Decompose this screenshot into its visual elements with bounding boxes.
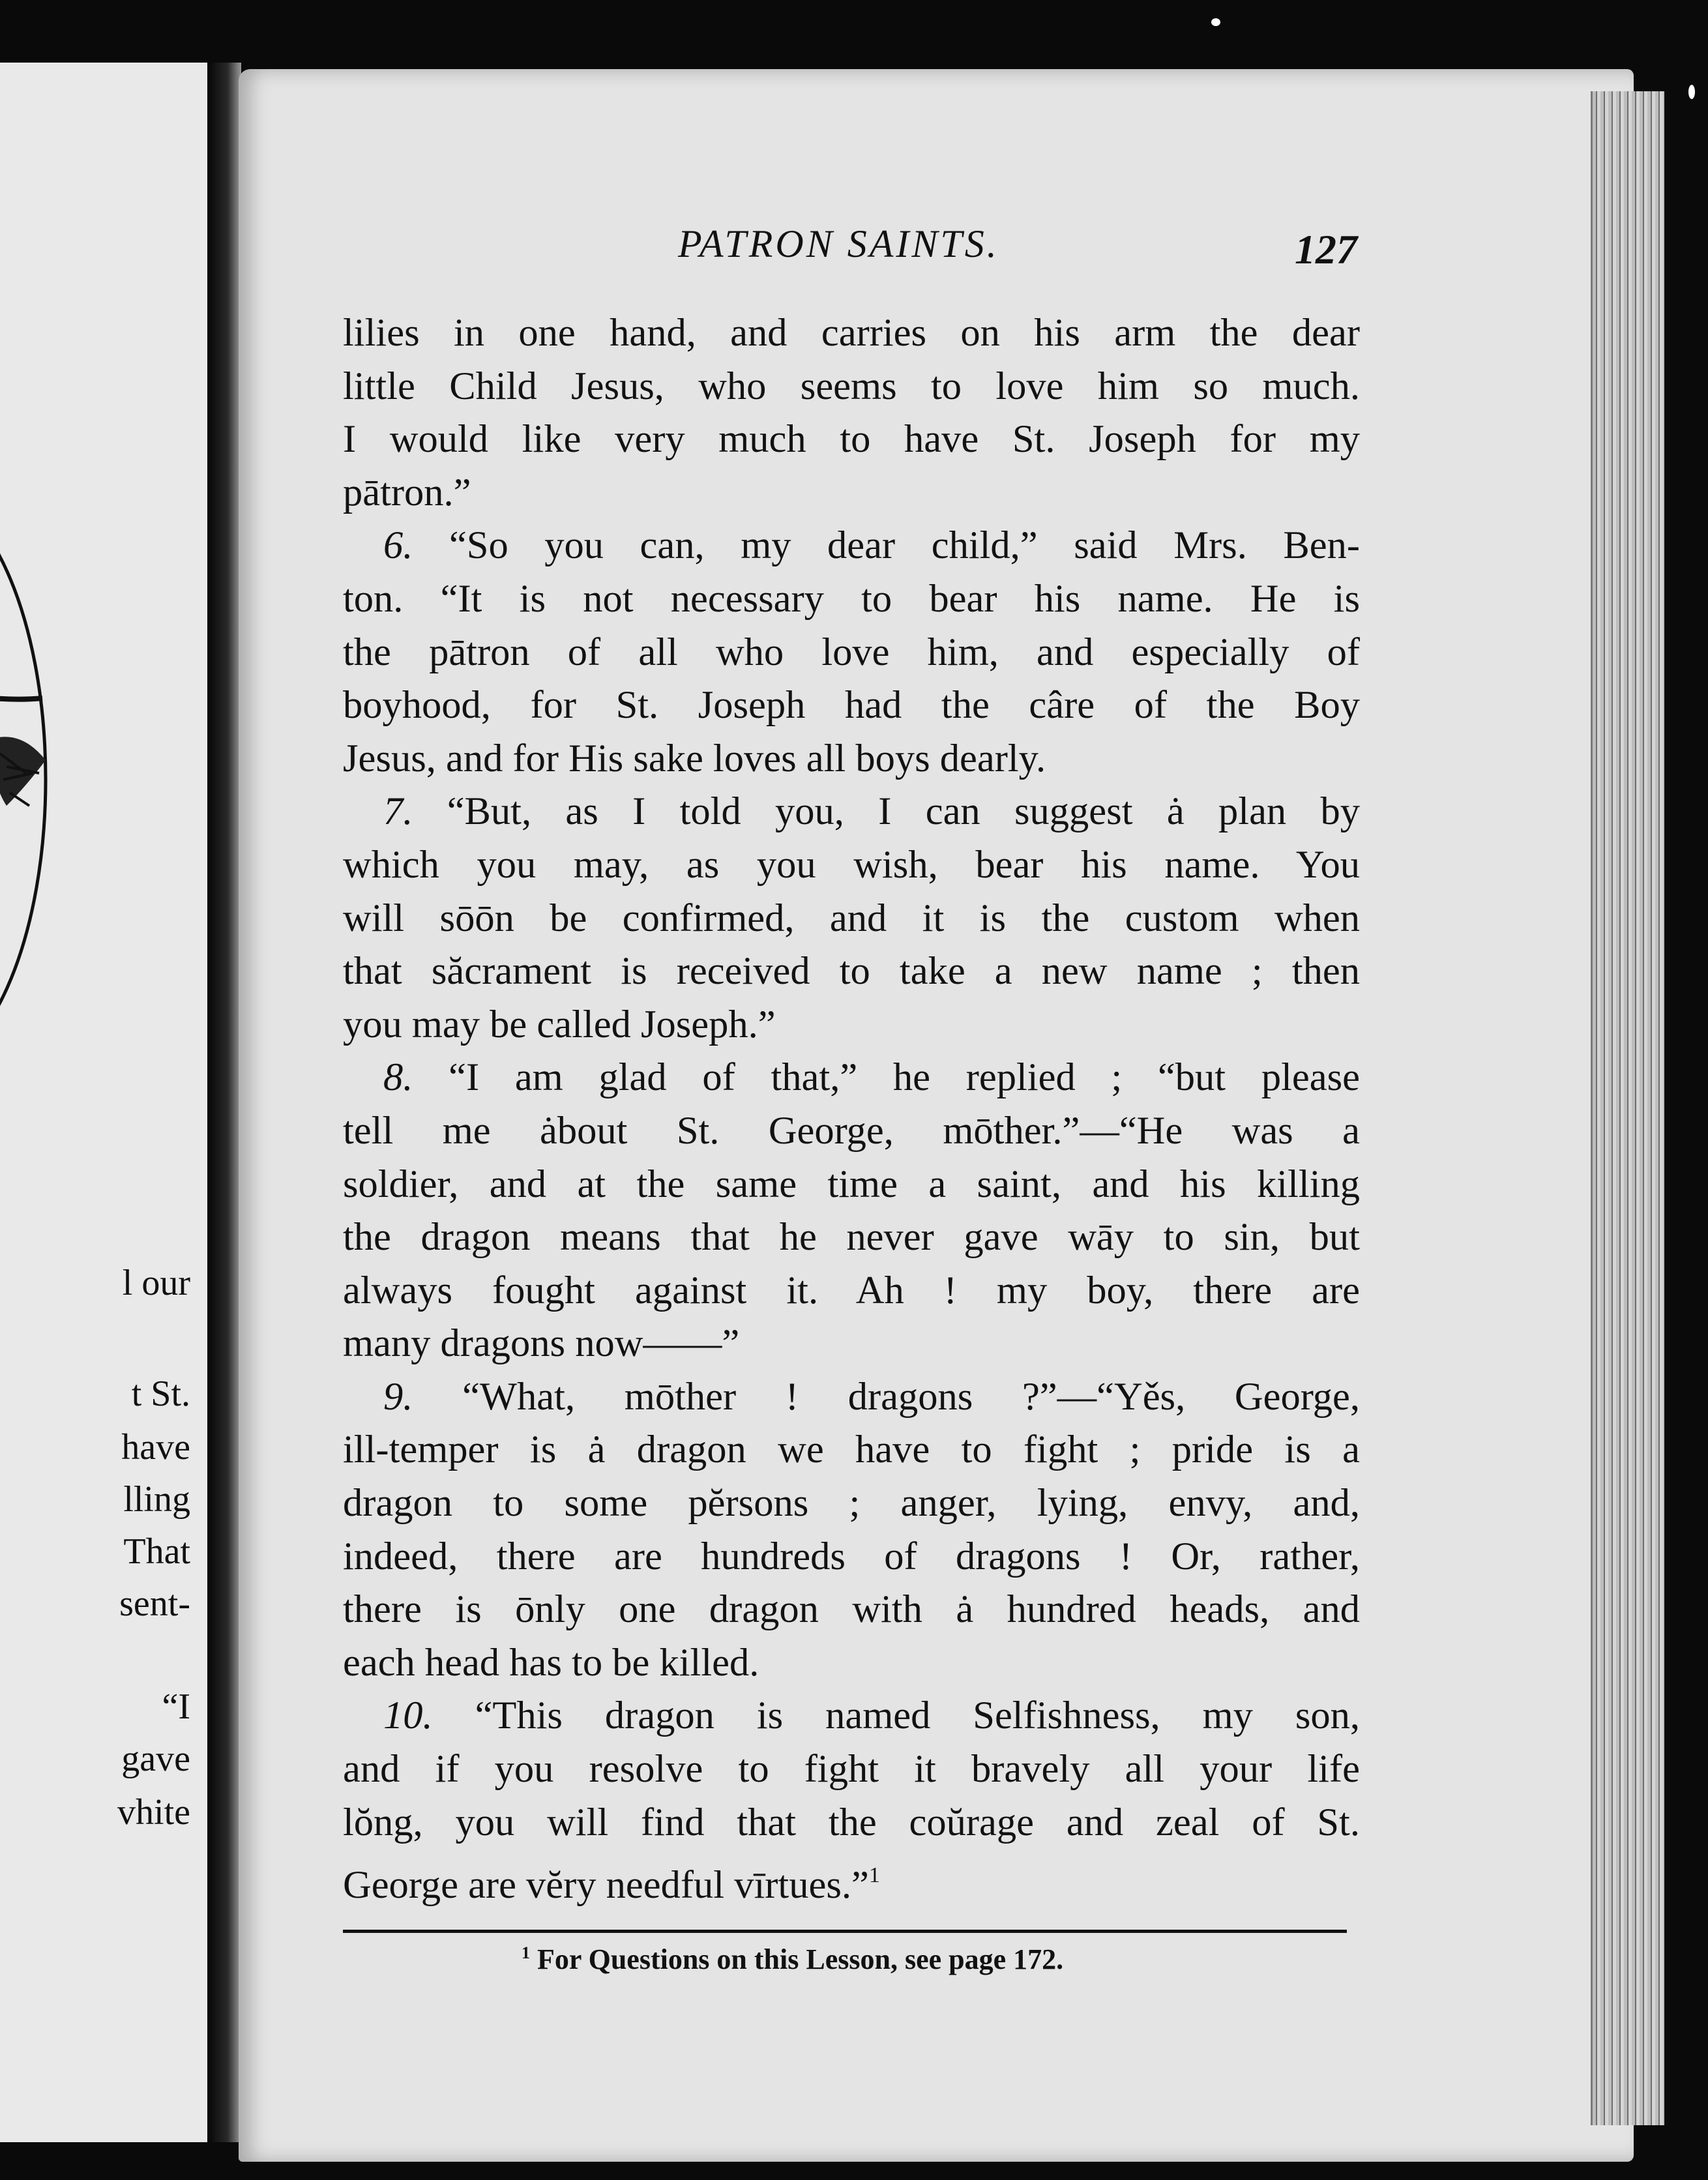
text-line <box>343 945 1360 998</box>
previous-page-text-fragment: have <box>121 1427 190 1467</box>
previous-page <box>0 63 211 2142</box>
line-text: lŏng, you will find that the coŭrage and zeal of St. <box>343 1800 1360 1844</box>
line-text: “But, as I told you, I can suggest ȧ plan by <box>447 789 1360 834</box>
scan-speck <box>1688 85 1695 99</box>
line-text: ton. “It is not necessary to bear his name. He is <box>343 576 1360 621</box>
text-line <box>343 998 1360 1052</box>
line-text: boyhood, for St. Joseph had the câre of the Boy <box>343 683 1360 728</box>
page-edges <box>1591 91 1664 2125</box>
paragraph-number: 6. <box>383 523 413 568</box>
line-text: tell me ȧbout St. George, mōther.”—“He was a <box>343 1108 1360 1153</box>
text-line <box>343 306 1360 360</box>
text-line <box>343 892 1360 945</box>
previous-page-text-fragment: gave <box>121 1739 190 1779</box>
text-line <box>343 1530 1360 1583</box>
previous-page-text-fragment: sent- <box>119 1583 190 1624</box>
text-line <box>343 679 1360 732</box>
line-text: and if you resolve to fight it bravely all your life <box>343 1747 1360 1791</box>
text-line <box>343 466 1360 520</box>
line-text: many dragons now——” <box>343 1321 740 1366</box>
line-text: the dragon means that he never gave wāy to sin, but <box>343 1215 1360 1259</box>
text-line <box>343 1796 1360 1849</box>
text-line <box>343 732 1360 786</box>
text-line <box>343 519 1360 572</box>
line-text: ill-temper is ȧ dragon we have to fight ; pride is a <box>343 1428 1360 1472</box>
line-text: lilies in one hand, and carries on his arm the dear <box>343 311 1360 355</box>
text-line <box>343 1051 1360 1104</box>
line-text: each head has to be killed. <box>343 1640 759 1685</box>
text-line <box>343 1477 1360 1530</box>
previous-page-text-fragment: l our <box>122 1263 190 1303</box>
previous-page-text-fragment: That <box>123 1531 190 1572</box>
text-line <box>343 1743 1360 1796</box>
text-line <box>343 1689 1360 1743</box>
paragraph-number: 8. <box>383 1055 413 1100</box>
engraving-illustration <box>0 480 52 1080</box>
line-text: there is ōnly one dragon with ȧ hundred heads, and <box>343 1587 1360 1632</box>
previous-page-text-fragment: vhite <box>117 1792 190 1833</box>
text-line <box>343 1104 1360 1158</box>
text-line <box>343 1423 1360 1477</box>
line-text: the pātron of all who love him, and especially of <box>343 630 1360 674</box>
paragraph-number: 10. <box>383 1694 433 1738</box>
paragraph-number: 9. <box>383 1374 413 1419</box>
text-line <box>343 1158 1360 1211</box>
previous-page-text-fragment: “I <box>162 1687 190 1727</box>
scan-speck <box>1211 18 1220 26</box>
paragraph-number: 7. <box>383 789 413 834</box>
text-line <box>343 838 1360 892</box>
footnote-marker: 1 <box>522 1943 530 1962</box>
line-text: I would like very much to have St. Joseph for my <box>343 417 1360 462</box>
text-line <box>343 572 1360 626</box>
previous-page-text-fragment: lling <box>123 1479 190 1520</box>
line-text: you may be called Joseph.” <box>343 1002 776 1046</box>
line-text: which you may, as you wish, bear his name. You <box>343 842 1360 887</box>
line-text: George are vĕry needful vīrtues.” <box>343 1863 869 1908</box>
line-text: pātron.” <box>343 470 471 514</box>
text-line <box>343 1370 1360 1424</box>
footnote <box>522 1934 1063 1979</box>
text-line <box>343 413 1360 466</box>
previous-page-text-fragment: t St. <box>131 1374 190 1414</box>
line-text: always fought against it. Ah ! my boy, there are <box>343 1268 1360 1312</box>
text-line <box>343 1583 1360 1636</box>
text-line <box>343 1317 1360 1370</box>
line-text: indeed, there are hundreds of dragons ! Or, rather, <box>343 1534 1360 1578</box>
text-line <box>343 1849 1360 1908</box>
text-line <box>343 1264 1360 1318</box>
line-text: little Child Jesus, who seems to love him so much. <box>343 364 1360 408</box>
line-text: dragon to some pĕrsons ; anger, lying, envy, and, <box>343 1481 1360 1525</box>
footnote-text: For Questions on this Lesson, see page 172. <box>537 1943 1064 1975</box>
text-line <box>343 1636 1360 1690</box>
line-text: “I am glad of that,” he replied ; “but please <box>449 1055 1361 1100</box>
line-text: “What, mōther ! dragons ?”—“Yěs, George, <box>462 1374 1360 1419</box>
book-gutter <box>207 63 241 2142</box>
text-line <box>343 1211 1360 1264</box>
text-line <box>343 785 1360 838</box>
footnote-rule <box>343 1930 1347 1933</box>
line-text: that săcrament is received to take a new name ; then <box>343 949 1360 994</box>
text-line <box>343 626 1360 679</box>
text-line <box>343 360 1360 413</box>
page-number: 127 <box>1295 226 1357 272</box>
body-text <box>343 306 1361 1908</box>
line-text: Jesus, and for His sake loves all boys dearly. <box>343 736 1046 780</box>
line-text: “This dragon is named Selfishness, my son, <box>475 1694 1361 1738</box>
footnote-reference: 1 <box>868 1863 880 1888</box>
line-text: “So you can, my dear child,” said Mrs. Ben- <box>449 523 1361 568</box>
running-title: PATRON SAINTS. <box>678 222 999 265</box>
line-text: will sōōn be confirmed, and it is the custom when <box>343 896 1360 940</box>
line-text: soldier, and at the same time a saint, and his killing <box>343 1162 1360 1206</box>
